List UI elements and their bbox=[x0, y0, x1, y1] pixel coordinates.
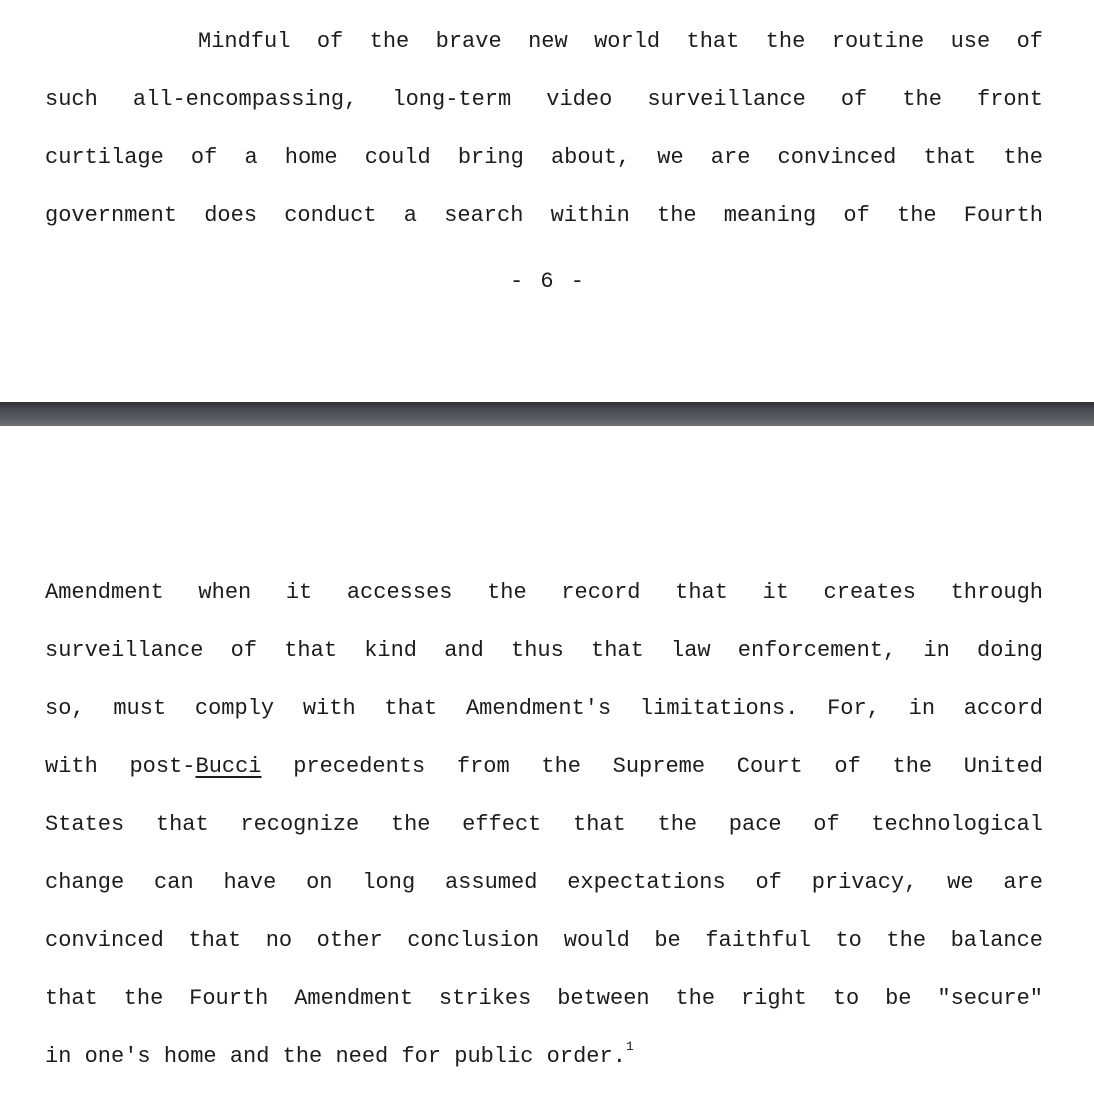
text-line bbox=[45, 1039, 1043, 1071]
page-bottom bbox=[0, 426, 1094, 1098]
text-line: such all-encompassing, long-term video surveillance of the front bbox=[45, 87, 1043, 112]
text-line: government does conduct a search within the meaning of the Fourth bbox=[45, 203, 1043, 228]
text-line: that the Fourth Amendment strikes between the right to be "secure" bbox=[45, 986, 1043, 1011]
text-line: Amendment when it accesses the record that it creates through bbox=[45, 580, 1043, 605]
case-name-bucci: Bucci bbox=[195, 754, 262, 779]
page-top bbox=[0, 0, 1094, 402]
text-fragment: precedents from the Supreme Court of the United bbox=[261, 754, 1043, 779]
text-fragment: in one's home and the need for public order. bbox=[45, 1044, 626, 1069]
page-number: - 6 - bbox=[509, 269, 584, 294]
text-line: so, must comply with that Amendment's limitations. For, in accord bbox=[45, 696, 1043, 721]
text-line: States that recognize the effect that the pace of technological bbox=[45, 812, 1043, 837]
text-line: surveillance of that kind and thus that law enforcement, in doing bbox=[45, 638, 1043, 663]
text-line: Mindful of the brave new world that the routine use of bbox=[198, 29, 1043, 54]
footnote-reference[interactable]: 1 bbox=[625, 1039, 634, 1054]
text-line: convinced that no other conclusion would be faithful to the balance bbox=[45, 928, 1043, 953]
text-line bbox=[45, 753, 1043, 781]
text-line: change can have on long assumed expectations of privacy, we are bbox=[45, 870, 1043, 895]
text-line: curtilage of a home could bring about, we are convinced that the bbox=[45, 145, 1043, 170]
page-divider bbox=[0, 402, 1094, 426]
text-fragment: with post- bbox=[45, 754, 196, 779]
